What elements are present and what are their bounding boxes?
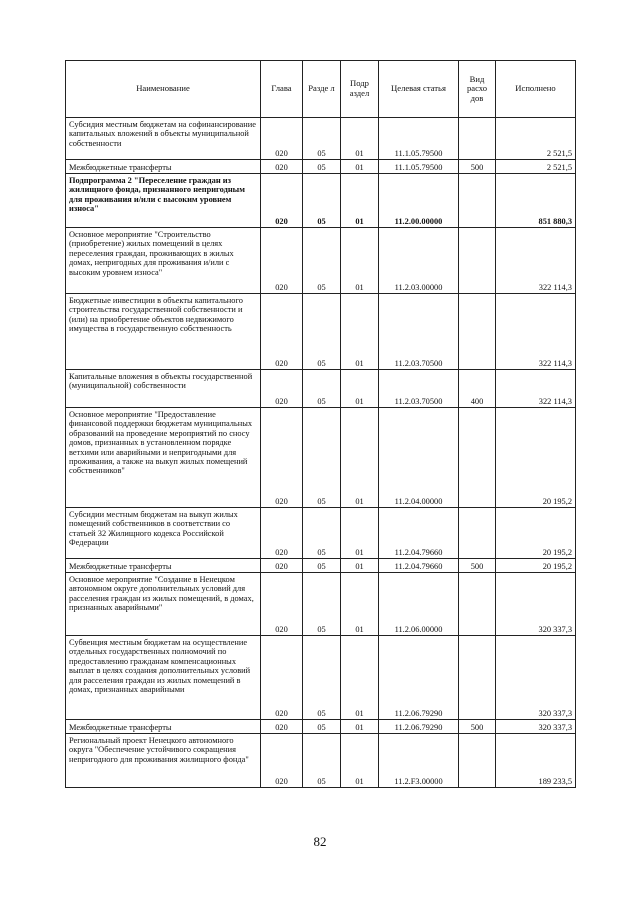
table-row	[66, 294, 576, 370]
row-vid: 500	[459, 160, 496, 174]
table-row	[66, 118, 576, 160]
row-razdel: 05	[303, 370, 341, 408]
row-article: 11.2.04.79660	[379, 508, 459, 559]
row-vid	[459, 408, 496, 508]
row-razdel: 05	[303, 559, 341, 573]
row-glava: 020	[261, 294, 303, 370]
row-podrazdel: 01	[341, 118, 379, 160]
row-razdel: 05	[303, 160, 341, 174]
row-name: Межбюджетные трансферты	[66, 720, 261, 734]
header-article: Целевая статья	[379, 61, 459, 118]
row-amount: 322 114,3	[496, 370, 576, 408]
row-razdel: 05	[303, 573, 341, 636]
table-row	[66, 559, 576, 573]
budget-table	[65, 60, 576, 788]
row-razdel: 05	[303, 636, 341, 720]
row-article: 11.2.00.00000	[379, 174, 459, 228]
row-glava: 020	[261, 228, 303, 294]
row-podrazdel: 01	[341, 508, 379, 559]
table-row	[66, 573, 576, 636]
row-vid	[459, 174, 496, 228]
row-article: 11.2.06.79290	[379, 636, 459, 720]
row-razdel: 05	[303, 174, 341, 228]
row-amount: 322 114,3	[496, 228, 576, 294]
row-glava: 020	[261, 720, 303, 734]
table-row	[66, 508, 576, 559]
row-amount: 20 195,2	[496, 508, 576, 559]
row-amount: 320 337,3	[496, 636, 576, 720]
row-razdel: 05	[303, 294, 341, 370]
row-razdel: 05	[303, 228, 341, 294]
row-name: Основное мероприятие "Создание в Ненецком автономном округе дополнительных условий для расселения граждан из жилых помещений, в домах, признанных аварийными"	[66, 573, 261, 636]
row-podrazdel: 01	[341, 160, 379, 174]
row-article: 11.1.05.79500	[379, 118, 459, 160]
row-name: Региональный проект Ненецкого автономного округа "Обеспечение устойчивого сокращения непригодного для проживания жилищного фонда"	[66, 734, 261, 788]
row-vid	[459, 573, 496, 636]
row-vid: 500	[459, 720, 496, 734]
row-podrazdel: 01	[341, 370, 379, 408]
row-razdel: 05	[303, 508, 341, 559]
row-vid	[459, 508, 496, 559]
row-vid	[459, 636, 496, 720]
row-name: Межбюджетные трансферты	[66, 160, 261, 174]
row-glava: 020	[261, 370, 303, 408]
row-amount: 20 195,2	[496, 408, 576, 508]
row-podrazdel: 01	[341, 294, 379, 370]
row-podrazdel: 01	[341, 228, 379, 294]
row-amount: 189 233,5	[496, 734, 576, 788]
row-name: Субсидия местным бюджетам на софинансирование капитальных вложений в объекты муниципальной собственности	[66, 118, 261, 160]
table-row	[66, 720, 576, 734]
table-row	[66, 636, 576, 720]
header-podrazdel: Подр аздел	[341, 61, 379, 118]
row-article: 11.2.06.00000	[379, 573, 459, 636]
table-row	[66, 160, 576, 174]
row-amount: 2 521,5	[496, 118, 576, 160]
row-vid: 400	[459, 370, 496, 408]
header-razdel: Разде л	[303, 61, 341, 118]
row-podrazdel: 01	[341, 559, 379, 573]
row-amount: 2 521,5	[496, 160, 576, 174]
row-name: Капитальные вложения в объекты государственной (муниципальной) собственности	[66, 370, 261, 408]
row-glava: 020	[261, 118, 303, 160]
row-podrazdel: 01	[341, 408, 379, 508]
row-vid	[459, 734, 496, 788]
row-name: Субвенция местным бюджетам на осуществление отдельных государственных полномочий по предоставлению гражданам компенсационных выплат в целях создания дополнительных условий для расселения граждан из жилых помещений в домах, признанных аварийными	[66, 636, 261, 720]
header-glava: Глава	[261, 61, 303, 118]
row-razdel: 05	[303, 734, 341, 788]
table-row	[66, 370, 576, 408]
row-glava: 020	[261, 174, 303, 228]
row-podrazdel: 01	[341, 174, 379, 228]
row-amount: 320 337,3	[496, 573, 576, 636]
page-number: 82	[313, 834, 327, 849]
row-vid	[459, 228, 496, 294]
row-name: Бюджетные инвестиции в объекты капитального строительства государственной собственности и (или) на приобретение объектов недвижимого имущества в государственную собственность	[66, 294, 261, 370]
row-vid	[459, 294, 496, 370]
table-row	[66, 228, 576, 294]
row-glava: 020	[261, 508, 303, 559]
row-article: 11.2.F3.00000	[379, 734, 459, 788]
row-glava: 020	[261, 636, 303, 720]
header-vid: Вид расхо дов	[459, 61, 496, 118]
row-article: 11.2.03.70500	[379, 294, 459, 370]
header-name: Наименование	[66, 61, 261, 118]
row-name: Подпрограмма 2 "Переселение граждан из жилищного фонда, признанного непригодным для проживания и/или с высоким уровнем износа"	[66, 174, 261, 228]
row-amount: 20 195,2	[496, 559, 576, 573]
row-podrazdel: 01	[341, 573, 379, 636]
row-article: 11.2.04.79660	[379, 559, 459, 573]
row-article: 11.2.03.00000	[379, 228, 459, 294]
row-glava: 020	[261, 160, 303, 174]
row-glava: 020	[261, 573, 303, 636]
row-glava: 020	[261, 734, 303, 788]
header-done: Исполнено	[496, 61, 576, 118]
row-vid: 500	[459, 559, 496, 573]
row-article: 11.2.03.70500	[379, 370, 459, 408]
row-name: Основное мероприятие "Предоставление финансовой поддержки бюджетам муниципальных образований на проведение мероприятий по сносу домов, признанных в установленном порядке ветхими или аварийными и непригодными для проживания, а также на выкуп жилых помещений собственников"	[66, 408, 261, 508]
row-article: 11.2.06.79290	[379, 720, 459, 734]
table-header-row	[66, 61, 576, 118]
row-name: Субсидии местным бюджетам на выкуп жилых помещений собственников в соответствии со статьей 32 Жилищного кодекса Российской Федерации	[66, 508, 261, 559]
row-razdel: 05	[303, 118, 341, 160]
row-podrazdel: 01	[341, 734, 379, 788]
row-article: 11.1.05.79500	[379, 160, 459, 174]
row-amount: 851 880,3	[496, 174, 576, 228]
row-podrazdel: 01	[341, 636, 379, 720]
row-article: 11.2.04.00000	[379, 408, 459, 508]
row-name: Основное мероприятие "Строительство (приобретение) жилых помещений в целях переселения граждан, проживающих в жилых домах, непригодных для проживания и/или с высоким уровнем износа"	[66, 228, 261, 294]
row-vid	[459, 118, 496, 160]
row-razdel: 05	[303, 720, 341, 734]
row-name: Межбюджетные трансферты	[66, 559, 261, 573]
row-razdel: 05	[303, 408, 341, 508]
table-row	[66, 174, 576, 228]
table-row	[66, 734, 576, 788]
row-amount: 322 114,3	[496, 294, 576, 370]
row-glava: 020	[261, 408, 303, 508]
row-podrazdel: 01	[341, 720, 379, 734]
row-glava: 020	[261, 559, 303, 573]
row-amount: 320 337,3	[496, 720, 576, 734]
table-row	[66, 408, 576, 508]
